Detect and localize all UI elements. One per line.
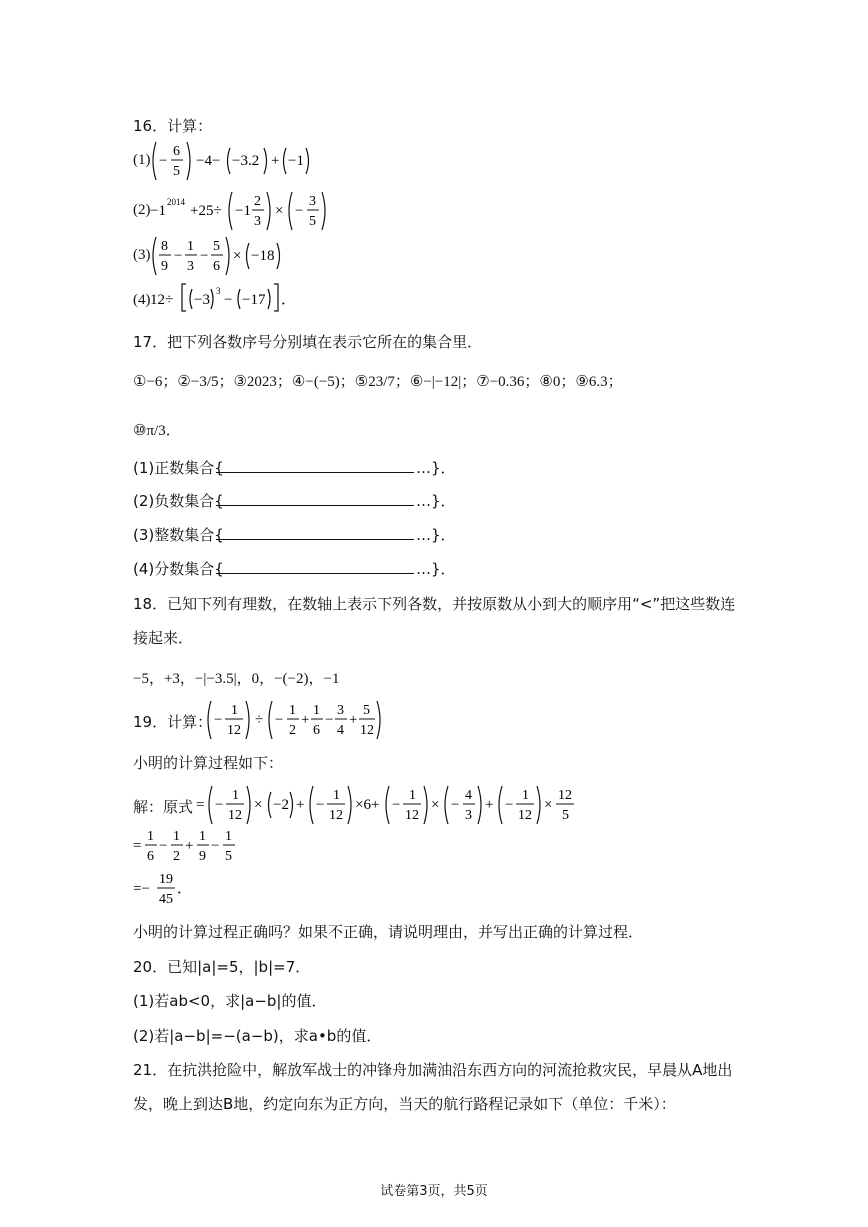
svg-text:−18: −18 (251, 248, 275, 264)
svg-text:9: 9 (161, 259, 168, 274)
svg-text:3: 3 (187, 259, 194, 274)
svg-text:×: × (275, 203, 284, 219)
svg-text:−: − (159, 838, 168, 854)
q17-set-negative-blank[interactable] (216, 491, 414, 506)
svg-text:12: 12 (360, 723, 374, 738)
q19-solution-label: 解：原式 (133, 798, 194, 816)
svg-text:5: 5 (213, 239, 220, 254)
q16-part4-label: (4) (133, 292, 151, 308)
q17-set-fraction-end: …}． (416, 560, 456, 578)
svg-text:4: 4 (337, 723, 344, 738)
page-footer: 试卷第3页，共5页 (380, 1184, 488, 1199)
svg-text:×6+: ×6+ (355, 797, 380, 813)
svg-text:−: − (159, 153, 168, 169)
svg-text:1: 1 (231, 703, 238, 718)
q21-line1: 21．在抗洪抢险中，解放军战士的冲锋舟加满油沿东西方向的河流抢救灾民，早晨从A地出 (133, 1061, 733, 1079)
svg-text:12: 12 (329, 808, 343, 823)
q19-question: 小明的计算过程正确吗？如果不正确，请说明理由，并写出正确的计算过程． (133, 923, 644, 941)
svg-text:6: 6 (173, 144, 180, 159)
q17-set-negative-label: (2)负数集合{ (133, 492, 224, 510)
svg-text:1: 1 (313, 703, 320, 718)
svg-text:6: 6 (213, 259, 220, 274)
q21-line2: 发，晚上到达B地，约定向东为正方向，当天的航行路程记录如下（单位：千米）： (133, 1095, 676, 1113)
q17-set-negative-end: …}． (416, 492, 456, 510)
q17-set-integer-end: …}． (416, 526, 456, 544)
svg-text:−: − (295, 203, 304, 219)
svg-text:3: 3 (309, 194, 316, 209)
svg-text:5: 5 (309, 214, 316, 229)
q18-line1: 18．已知下列有理数，在数轴上表示下列各数，并按原数从小到大的顺序用“<”把这些数连 (133, 595, 736, 613)
svg-text:×: × (431, 797, 440, 813)
q19-solution-step1 (196, 782, 576, 828)
svg-text:3: 3 (337, 703, 344, 718)
svg-text:×: × (544, 797, 553, 813)
svg-text:+: + (271, 153, 280, 169)
svg-text:3: 3 (465, 808, 472, 823)
q17-set-fraction-blank[interactable] (216, 559, 414, 574)
svg-text:+: + (349, 712, 358, 728)
svg-text:12÷: 12÷ (150, 292, 174, 308)
q19-expression (205, 697, 385, 743)
svg-text:−3.2: −3.2 (232, 153, 260, 169)
svg-text:=−: =− (133, 881, 150, 897)
svg-text:2: 2 (173, 849, 180, 864)
svg-text:÷: ÷ (255, 712, 264, 728)
svg-text:−: − (200, 248, 209, 264)
svg-text:1: 1 (187, 239, 194, 254)
svg-text:1: 1 (333, 788, 340, 803)
svg-text:5: 5 (562, 808, 569, 823)
svg-text:3: 3 (254, 214, 261, 229)
svg-text:12: 12 (228, 808, 242, 823)
q20-title: 20．已知|a|=5，|b|=7． (133, 958, 311, 976)
svg-text:+25÷: +25÷ (190, 203, 222, 219)
q19-intro: 小明的计算过程如下： (133, 754, 284, 772)
q17-set-fraction-label: (4)分数集合{ (133, 560, 224, 578)
svg-text:×: × (254, 797, 263, 813)
svg-text:−: − (505, 797, 514, 813)
svg-text:3: 3 (216, 286, 221, 296)
svg-text:−3: −3 (194, 292, 210, 308)
q17-items-line2: ⑩π/3． (133, 423, 181, 439)
q18-line2: 接起来． (133, 629, 194, 647)
svg-text:−17: −17 (242, 292, 266, 308)
svg-text:5: 5 (363, 703, 370, 718)
svg-text:−: − (174, 248, 183, 264)
q16-part2-label: (2) (133, 202, 151, 218)
q20-part1: (1)若ab<0，求|a−b|的值． (133, 992, 327, 1010)
svg-text:+: + (185, 838, 194, 854)
svg-text:×: × (233, 248, 242, 264)
svg-text:1: 1 (409, 788, 416, 803)
svg-text:−1: −1 (288, 153, 304, 169)
q18-numbers: −5，+3，−|−3.5|，0，−(−2)，−1 (133, 671, 340, 687)
svg-text:4: 4 (465, 788, 472, 803)
svg-text:2014: 2014 (167, 197, 185, 207)
svg-text:−: − (325, 712, 334, 728)
svg-text:1: 1 (232, 788, 239, 803)
svg-text:−1: −1 (150, 203, 166, 219)
svg-text:12: 12 (558, 788, 572, 803)
svg-text:−: − (211, 838, 220, 854)
q17-set-integer-blank[interactable] (216, 525, 414, 540)
svg-text:−: − (451, 797, 460, 813)
svg-text:1: 1 (225, 829, 232, 844)
svg-text:6: 6 (313, 723, 320, 738)
svg-text:1: 1 (147, 829, 154, 844)
svg-text:+: + (296, 797, 305, 813)
svg-text:19: 19 (159, 872, 173, 887)
svg-text:−: − (392, 797, 401, 813)
svg-text:−: − (215, 797, 224, 813)
q17-set-positive-label: (1)正数集合{ (133, 459, 224, 477)
svg-text:．: ． (177, 881, 193, 897)
svg-text:12: 12 (227, 723, 241, 738)
svg-text:−2: −2 (273, 797, 289, 813)
q16-part1-expression (150, 138, 320, 184)
svg-text:．: ． (281, 292, 297, 308)
svg-text:1: 1 (199, 829, 206, 844)
svg-text:−4−: −4− (196, 153, 221, 169)
svg-text:2: 2 (254, 194, 261, 209)
svg-text:−: − (275, 712, 284, 728)
svg-text:−: − (316, 797, 325, 813)
svg-text:1: 1 (173, 829, 180, 844)
q16-part4-expression (150, 280, 300, 316)
svg-text:+: + (485, 797, 494, 813)
q17-items-line1: ①−6；②−3/5；③2023；④−(−5)；⑤23/7；⑥−|−12|；⑦−0.36；⑧0；⑨6.3； (133, 374, 623, 390)
q19-solution-step2 (133, 823, 253, 869)
svg-text:45: 45 (159, 892, 173, 907)
svg-text:1: 1 (522, 788, 529, 803)
svg-text:=: = (133, 838, 142, 854)
svg-text:8: 8 (161, 239, 168, 254)
svg-text:6: 6 (147, 849, 154, 864)
svg-text:9: 9 (199, 849, 206, 864)
svg-text:1: 1 (289, 703, 296, 718)
q16-part2-expression (150, 188, 340, 234)
q19-title: 19．计算： (133, 713, 213, 731)
svg-text:−: − (214, 712, 223, 728)
svg-text:+: + (301, 712, 310, 728)
svg-text:=: = (196, 797, 205, 813)
svg-text:5: 5 (225, 849, 232, 864)
q16-title: 16．计算： (133, 117, 213, 135)
q20-part2: (2)若|a−b|=−(a−b)，求a•b的值． (133, 1027, 382, 1045)
q19-solution-step3 (133, 866, 213, 912)
svg-text:2: 2 (289, 723, 296, 738)
svg-text:12: 12 (518, 808, 532, 823)
q17-title: 17．把下列各数序号分别填在表示它所在的集合里． (133, 333, 483, 351)
q16-part3-label: (3) (133, 247, 151, 263)
svg-text:−1: −1 (235, 203, 251, 219)
q17-set-positive-blank[interactable] (216, 458, 414, 473)
svg-text:12: 12 (405, 808, 419, 823)
svg-text:5: 5 (173, 164, 180, 179)
svg-text:−: − (224, 292, 233, 308)
q17-set-integer-label: (3)整数集合{ (133, 526, 224, 544)
q17-set-positive-end: …}． (416, 459, 456, 477)
q16-part3-expression (150, 233, 290, 279)
q16-part1-label: (1) (133, 152, 151, 168)
